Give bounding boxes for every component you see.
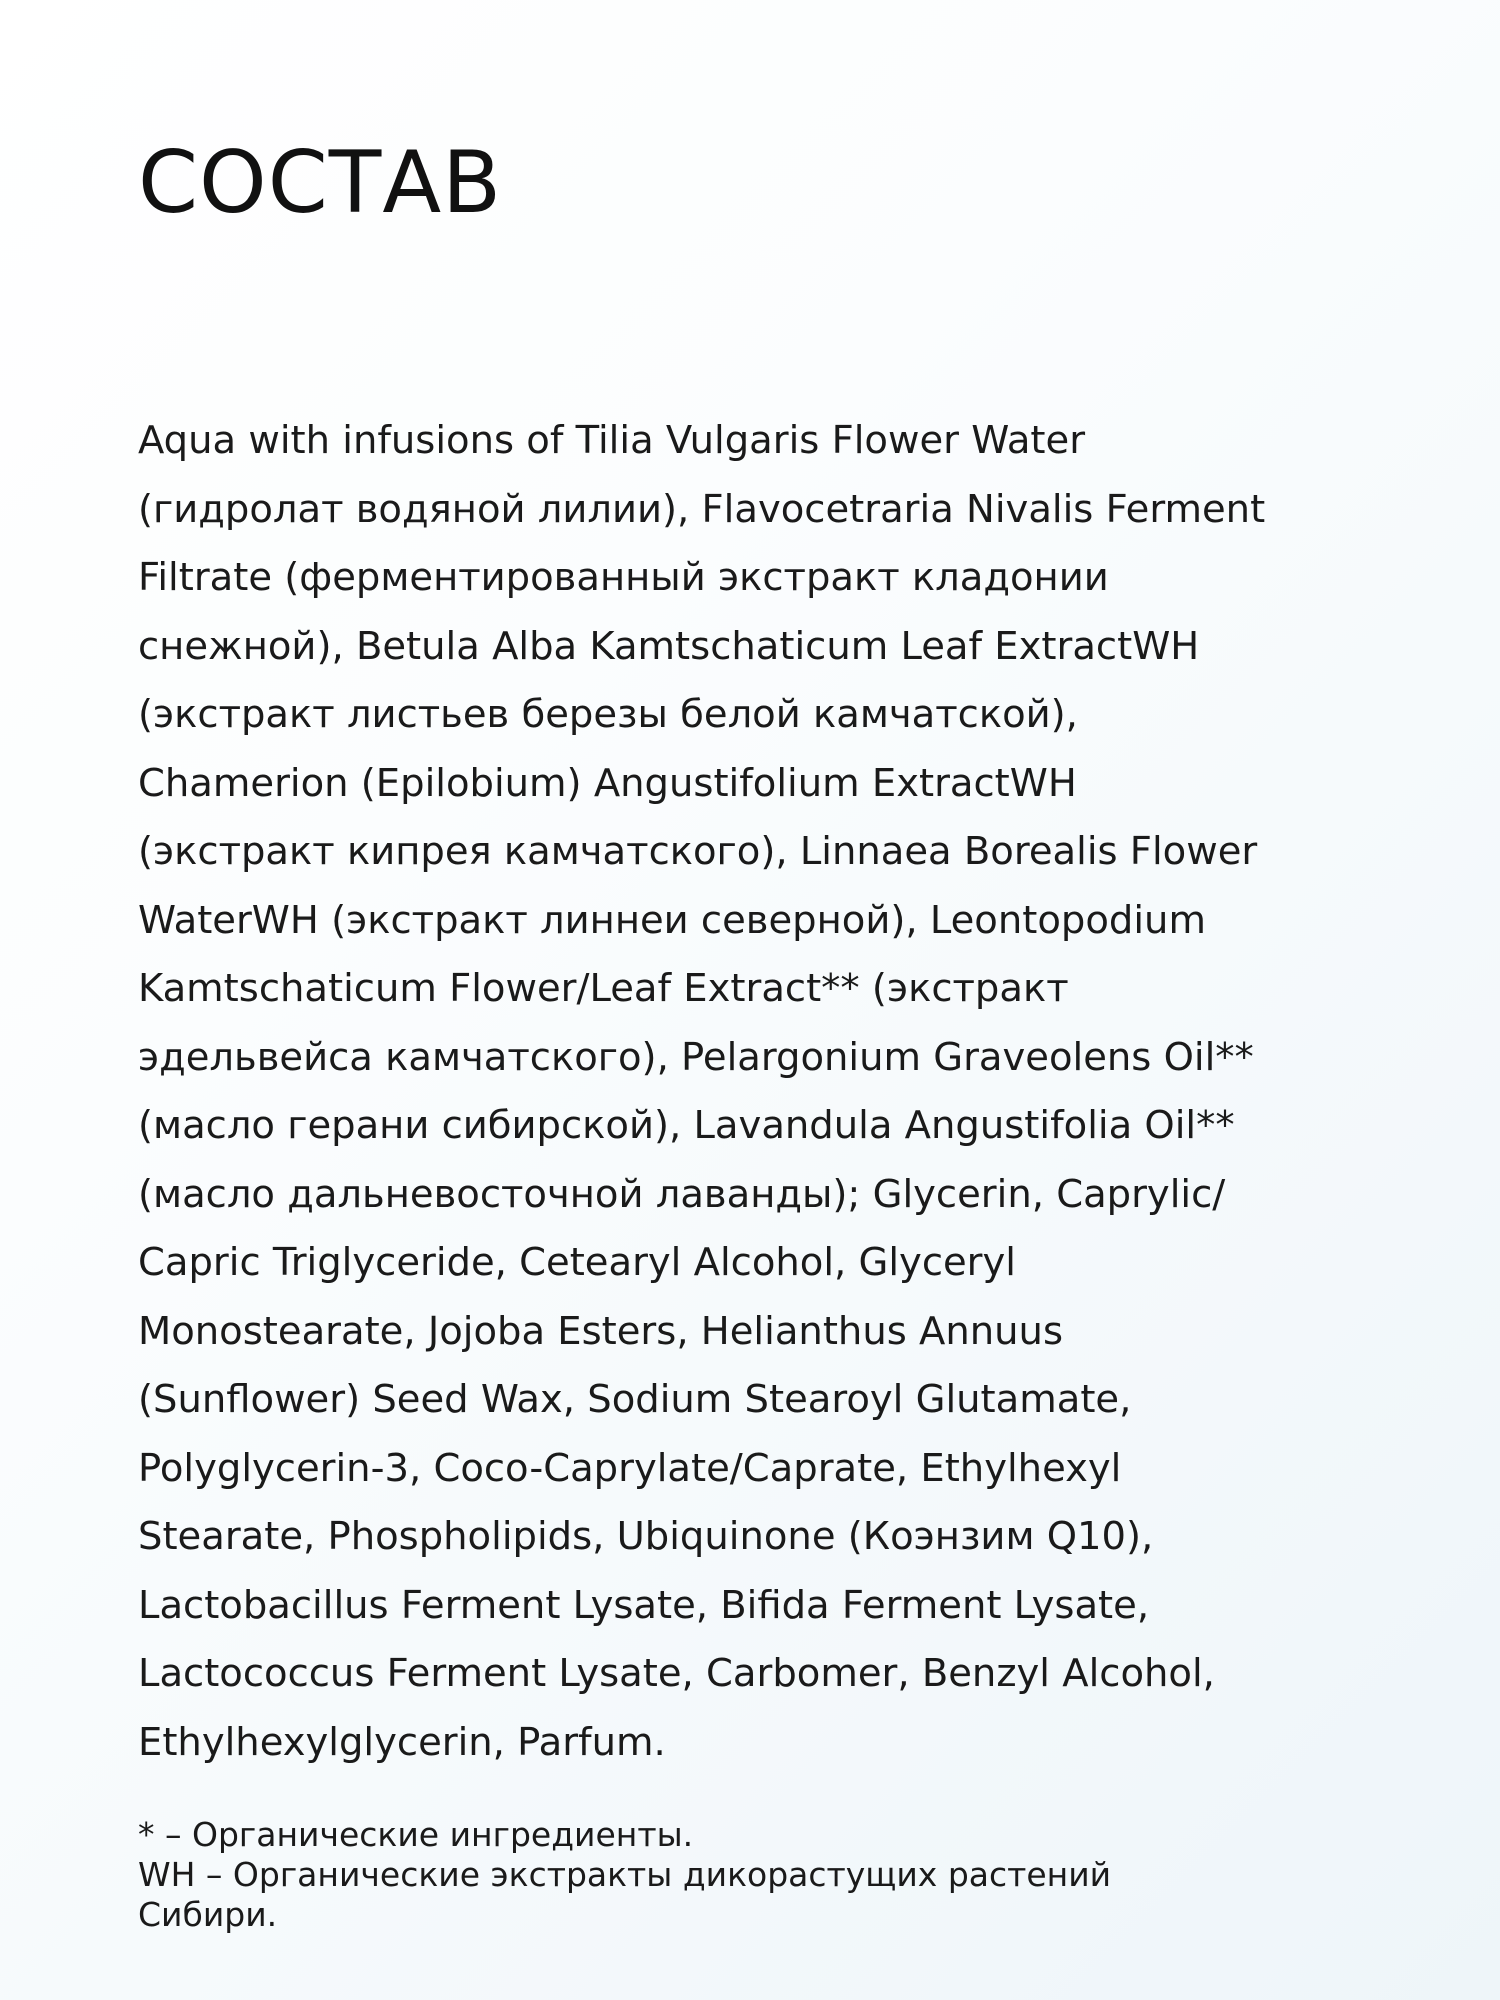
ingredients-line: Aqua with infusions of Tilia Vulgaris Flower Water [138,418,1086,463]
ingredients-line: Stearate, Phospholipids, Ubiquinone (Коэнзим Q10), [138,1514,1154,1559]
ingredients-line: (масло дальневосточной лаванды); Glycerin, Caprylic/ [138,1171,1226,1217]
page-title: СОСТАВ [138,133,503,233]
ingredients-line: WaterWH (экстракт линнеи северной), Leontopodium [138,897,1206,943]
footnote-wild-harvest-continued: Сибири. [138,1895,278,1934]
ingredients-line: Polyglycerin-3, Coco-Caprylate/Caprate, Ethylhexyl [138,1445,1122,1491]
ingredients-line: Chamerion (Epilobium) Angustifolium ExtractWH [138,760,1077,806]
ingredients-line: Monostearate, Jojoba Esters, Helianthus Annuus [138,1308,1064,1354]
ingredients-line: Capric Triglyceride, Cetearyl Alcohol, Glyceryl [138,1240,1016,1285]
ingredients-line: (масло герани сибирской), Lavandula Angustifolia Oil** [138,1103,1235,1148]
ingredients-line: Kamtschaticum Flower/Leaf Extract** (экстракт [138,966,1069,1011]
footnotes [138,1815,1388,1935]
ingredients-line: (гидролат водяной лилии), Flavocetraria Nivalis Ferment [138,486,1266,532]
ingredients-text [138,407,1388,1777]
ingredients-line: (Sunflower) Seed Wax, Sodium Stearoyl Glutamate, [138,1377,1132,1422]
ingredients-line: (экстракт кипрея камчатского), Linnaea Borealis Flower [138,829,1258,874]
footnote-organic: * – Органические ингредиенты. [138,1815,694,1854]
ingredients-line: эдельвейса камчатского), Pelargonium Graveolens Oil** [138,1034,1254,1080]
ingredients-line: (экстракт листьев березы белой камчатской), [138,692,1078,737]
footnote-wild-harvest: WH – Органические экстракты дикорастущих растений [138,1855,1112,1894]
ingredients-line: Lactococcus Ferment Lysate, Carbomer, Benzyl Alcohol, [138,1651,1215,1696]
ingredients-line: снежной), Betula Alba Kamtschaticum Leaf ExtractWH [138,623,1200,669]
ingredients-line: Ethylhexylglycerin, Parfum. [138,1719,666,1765]
ingredients-line: Lactobacillus Ferment Lysate, Bifida Ferment Lysate, [138,1582,1150,1628]
ingredients-line: Filtrate (ферментированный экстракт кладонии [138,555,1109,600]
